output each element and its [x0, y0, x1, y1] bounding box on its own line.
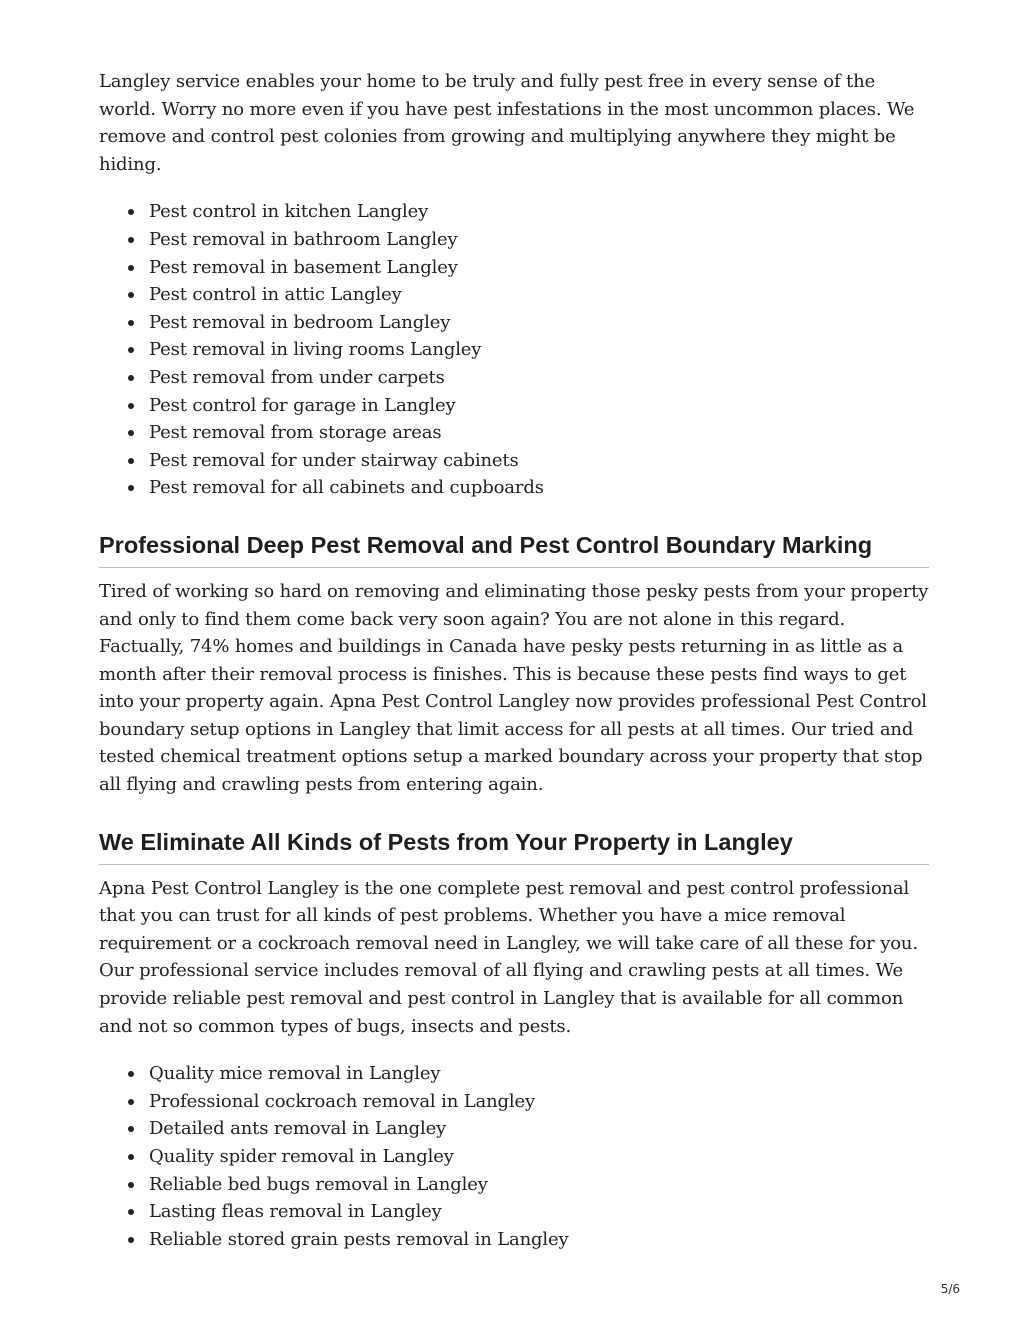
locations-list — [99, 198, 929, 502]
list-item: Pest removal in bathroom Langley — [99, 226, 929, 254]
list-item: Pest control in kitchen Langley — [99, 198, 929, 226]
list-item: Reliable bed bugs removal in Langley — [99, 1171, 929, 1199]
bullet-icon — [128, 209, 134, 215]
list-item: Pest removal in basement Langley — [99, 254, 929, 282]
bullet-icon — [128, 458, 134, 464]
bullet-icon — [128, 347, 134, 353]
list-item: Pest control for garage in Langley — [99, 392, 929, 420]
section-title-eliminate: We Eliminate All Kinds of Pests from Your Property in Langley — [99, 829, 929, 865]
document-page — [99, 68, 929, 1253]
list-item: Lasting fleas removal in Langley — [99, 1198, 929, 1226]
list-item: Detailed ants removal in Langley — [99, 1115, 929, 1143]
list-item: Pest removal for under stairway cabinets — [99, 447, 929, 475]
section-paragraph-boundary: Tired of working so hard on removing and eliminating those pesky pests from your property and only to find them come back very soon again? You are not alone in this regard. Factually, 74% homes and buildings in Canada have pesky pests returning in as little as a month after their removal process is finishes. This is because these pests find ways to get into your property again. Apna Pest Control Langley now provides professional Pest Control boundary setup options in Langley that limit access for all pests at all times. Our tried and tested chemical treatment options setup a marked boundary across your property that stop all flying and crawling pests from entering again. — [99, 580, 929, 796]
section-paragraph-eliminate: Apna Pest Control Langley is the one complete pest removal and pest control professional that you can trust for all kinds of pest problems. Whether you have a mice removal requirement or a cockroach removal need in Langley, we will take care of all these for you. Our professional service includes removal of all flying and crawling pests at all times. We provide reliable pest removal and pest control in Langley that is available for all common and not so common types of bugs, insects and pests. — [99, 877, 918, 1037]
bullet-icon — [128, 1071, 134, 1077]
list-item: Pest control in attic Langley — [99, 281, 929, 309]
list-item: Pest removal in living rooms Langley — [99, 336, 929, 364]
bullet-icon — [128, 320, 134, 326]
bullet-icon — [128, 292, 134, 298]
bullet-icon — [128, 1209, 134, 1215]
bullet-icon — [128, 375, 134, 381]
bullet-icon — [128, 237, 134, 243]
list-item: Reliable stored grain pests removal in Langley — [99, 1226, 929, 1254]
bullet-icon — [128, 1237, 134, 1243]
list-item: Pest removal from storage areas — [99, 419, 929, 447]
bullet-icon — [128, 1126, 134, 1132]
list-item: Quality mice removal in Langley — [99, 1060, 929, 1088]
bullet-icon — [128, 265, 134, 271]
bullet-icon — [128, 430, 134, 436]
page-number: 5/6 — [940, 1282, 960, 1296]
bullet-icon — [128, 1154, 134, 1160]
list-item: Pest removal from under carpets — [99, 364, 929, 392]
pests-list — [99, 1060, 929, 1253]
bullet-icon — [128, 1182, 134, 1188]
section-title-boundary: Professional Deep Pest Removal and Pest Control Boundary Marking — [99, 532, 929, 568]
list-item: Quality spider removal in Langley — [99, 1143, 929, 1171]
bullet-icon — [128, 1099, 134, 1105]
list-item: Professional cockroach removal in Langley — [99, 1088, 929, 1116]
bullet-icon — [128, 485, 134, 491]
intro-paragraph: Langley service enables your home to be truly and fully pest free in every sense of the world. Worry no more even if you have pest infestations in the most uncommon places. We remove and control pest colonies from growing and multiplying anywhere they might be hiding. — [99, 71, 915, 175]
list-item: Pest removal in bedroom Langley — [99, 309, 929, 337]
bullet-icon — [128, 403, 134, 409]
list-item: Pest removal for all cabinets and cupboards — [99, 474, 929, 502]
